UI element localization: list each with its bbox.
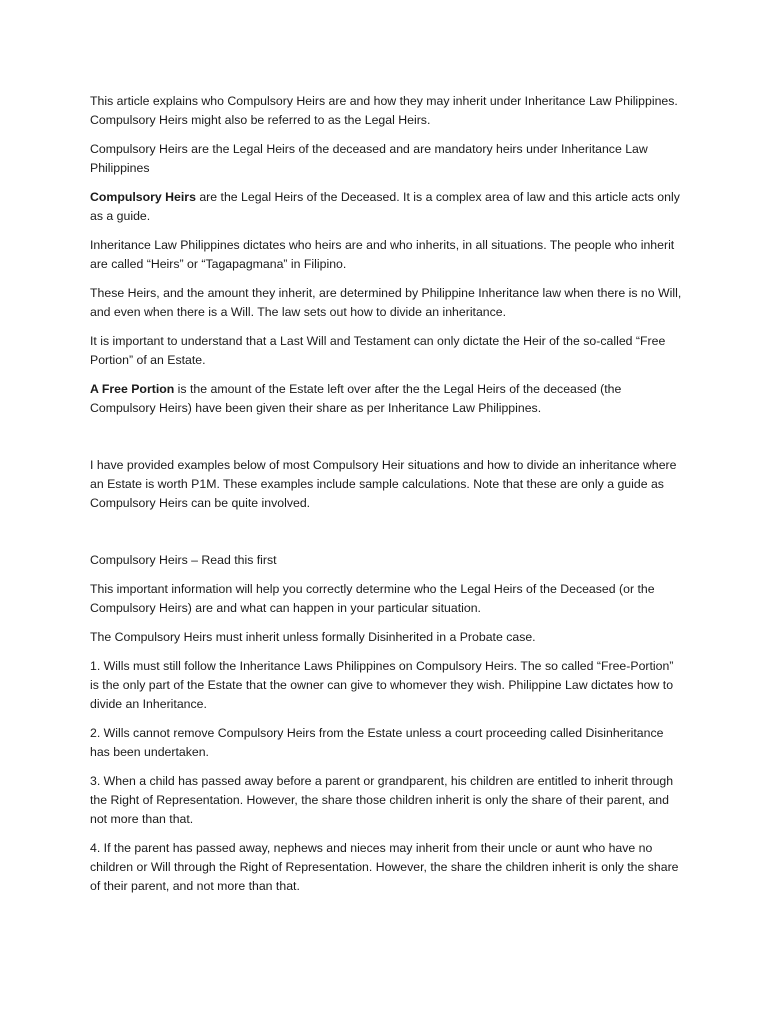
paragraph-who-inherits: Inheritance Law Philippines dictates who heirs are and who inherits, in all situations. The people who inherit are called “Heirs” or “Tagapagmana” in Filipino. [90, 238, 675, 271]
list-item-2: 2. Wills cannot remove Compulsory Heirs from the Estate unless a court proceeding called Disinheritance has been undertaken. [90, 726, 664, 759]
paragraph-last-will: It is important to understand that a Last Will and Testament can only dictate the Heir of the so-called “Free Portion” of an Estate. [90, 334, 666, 367]
spacer [90, 428, 682, 456]
list-item-3: 3. When a child has passed away before a parent or grandparent, his children are entitled to inherit through the Right of Representation. However, the share those children inherit is only the share of their parent, and not more than that. [90, 774, 674, 826]
spacer [90, 523, 682, 551]
list-item-4: 4. If the parent has passed away, nephews and nieces may inherit from their uncle or aunt who have no children or Will through the Right of Representation. However, the share the children inherit is only the share of their parent, and not more than that. [90, 841, 679, 893]
paragraph-compulsory-heirs-definition [90, 188, 682, 226]
paragraph-examples: I have provided examples below of most Compulsory Heir situations and how to divide an inheritance where an Estate is worth P1M. These examples include sample calculations. Note that these are only a guide as Compulsory Heirs can be quite involved. [90, 458, 677, 510]
paragraph-intro: This article explains who Compulsory Heirs are and how they may inherit under Inheritance Law Philippines. Compulsory Heirs might also be referred to as the Legal Heirs. [90, 94, 678, 127]
bold-term-compulsory-heirs: Compulsory Heirs [90, 190, 196, 204]
paragraph-heirs-amount: These Heirs, and the amount they inherit, are determined by Philippine Inheritance law when there is no Will, and even when there is a Will. The law sets out how to divide an inheritance. [90, 286, 682, 319]
paragraph-text: is the amount of the Estate left over after the the Legal Heirs of the deceased (the Compulsory Heirs) have been given their share as per Inheritance Law Philippines. [90, 382, 622, 415]
section-heading: Compulsory Heirs – Read this first [90, 553, 277, 567]
paragraph-important-info: This important information will help you correctly determine who the Legal Heirs of the Deceased (or the Compulsory Heirs) are and what can happen in your particular situation. [90, 582, 655, 615]
paragraph-must-inherit: The Compulsory Heirs must inherit unless formally Disinherited in a Probate case. [90, 630, 536, 644]
paragraph-free-portion-definition [90, 380, 682, 418]
list-item-1: 1. Wills must still follow the Inheritance Laws Philippines on Compulsory Heirs. The so called “Free-Portion” is the only part of the Estate that the owner can give to whomever they wish. Philippine Law dictates how to divide an Inheritance. [90, 659, 674, 711]
bold-term-free-portion: A Free Portion [90, 382, 175, 396]
paragraph-text: are the Legal Heirs of the Deceased. It is a complex area of law and this article acts only as a guide. [90, 190, 680, 223]
paragraph-legal-heirs: Compulsory Heirs are the Legal Heirs of the deceased and are mandatory heirs under Inheritance Law Philippines [90, 142, 648, 175]
